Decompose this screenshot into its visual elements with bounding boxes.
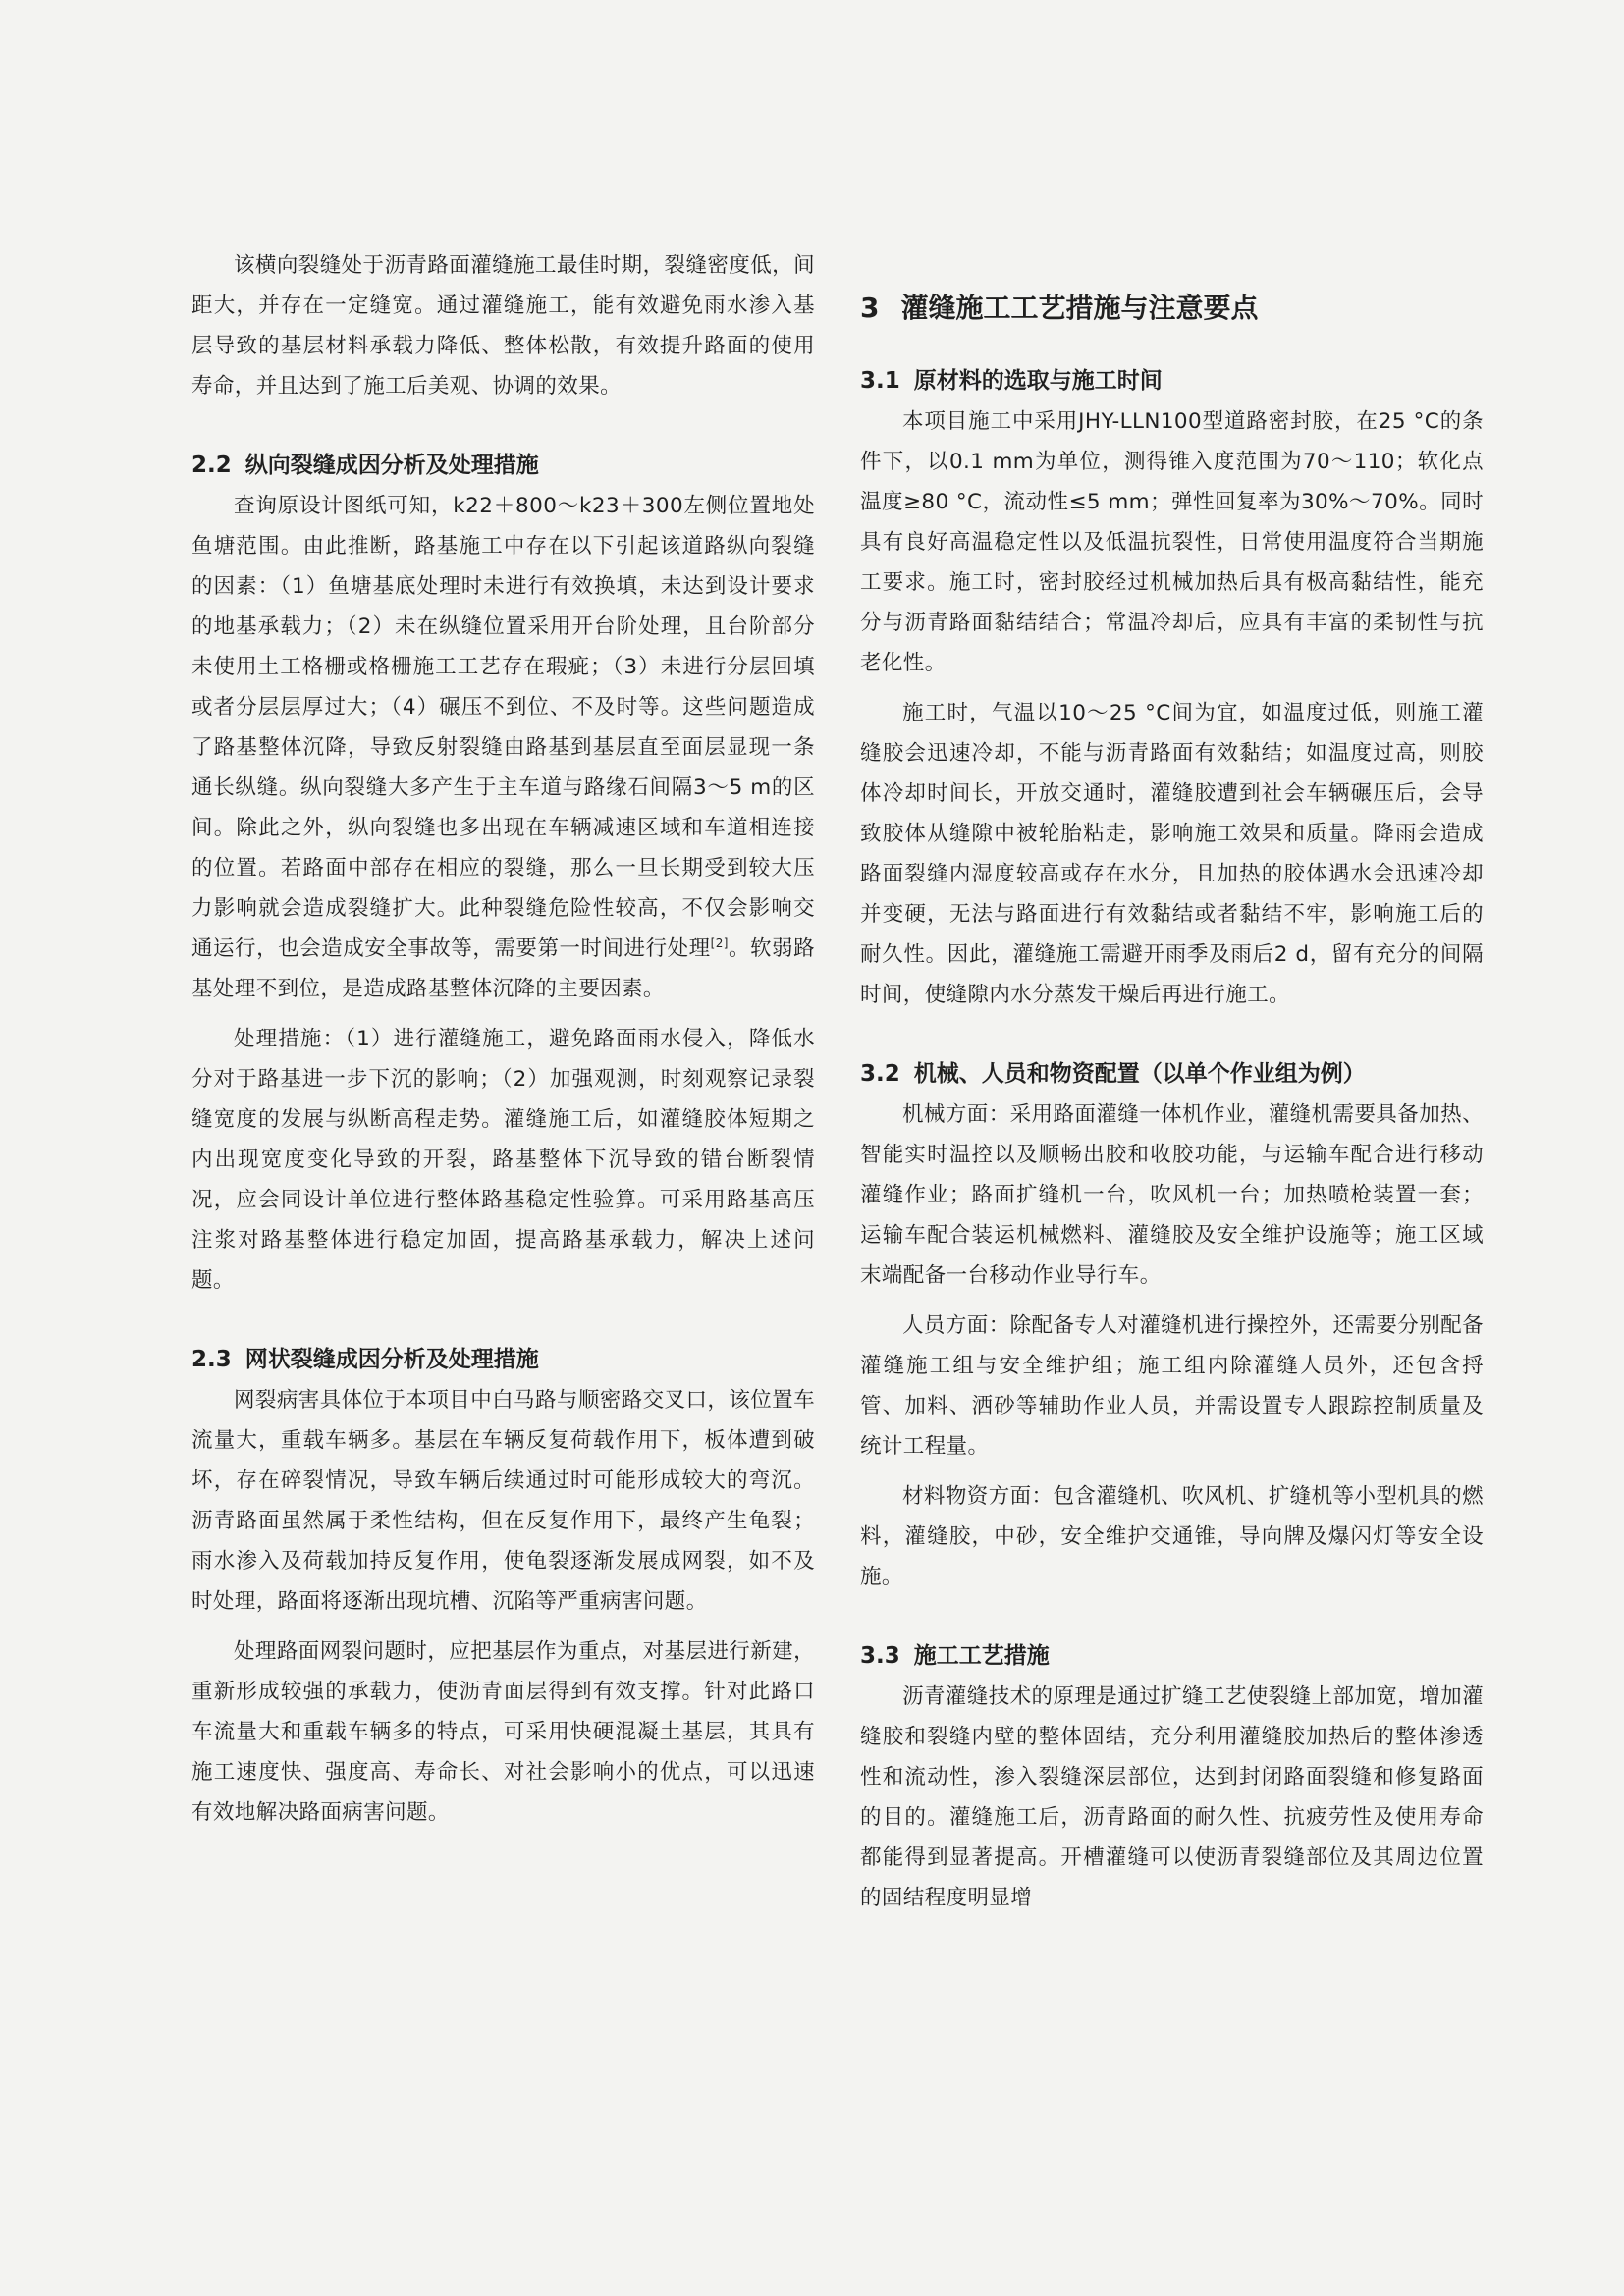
paragraph-3-1-2: 施工时，气温以10～25 °C间为宜，如温度过低，则施工灌缝胶会迅速冷却，不能与沥青路面有效黏结；如温度过高，则胶体冷却时间长，开放交通时，灌缝胶遭到社会车辆碾压后，会导致胶体从缝隙中被轮胎粘走，影响施工效果和质量。降雨会造成路面裂缝内湿度较高或存在水分，且加热的胶体遇水会迅速冷却并变硬，无法与路面进行有效黏结或者黏结不牢，影响施工后的耐久性。因此，灌缝施工需避开雨季及雨后2 d，留有充分的间隔时间，使缝隙内水分蒸发干燥后再进行施工。 (860, 701, 1484, 1007)
section-number: 3.1 (860, 368, 900, 394)
section-title: 原材料的选取与施工时间 (913, 368, 1163, 394)
paragraph-text: 。软弱路基处理不到位，是造成路基整体沉降的主要因素。 (191, 936, 815, 1001)
paragraph-2-2-2: 处理措施：（1）进行灌缝施工，避免路面雨水侵入，降低水分对于路基进一步下沉的影响；（2）加强观测，时刻观察记录裂缝宽度的发展与纵断高程走势。灌缝施工后，如灌缝胶体短期之内出现宽度变化导致的开裂，路基整体下沉导致的错台断裂情况，应会同设计单位进行整体路基稳定性验算。可采用路基高压注浆对路基整体进行稳定加固，提高路基承载力，解决上述问题。 (191, 1027, 815, 1293)
section-3-3-heading (860, 1636, 1484, 1677)
paragraph-3-2-3: 材料物资方面：包含灌缝机、吹风机、扩缝机等小型机具的燃料，灌缝胶，中砂，安全维护交通锥，导向牌及爆闪灯等安全设施。 (860, 1484, 1484, 1589)
left-column (191, 245, 815, 1833)
section-2-2-heading (191, 446, 815, 486)
section-number: 3.3 (860, 1643, 900, 1669)
section-title: 机械、人员和物资配置（以单个作业组为例） (913, 1061, 1366, 1087)
paragraph-3-1-1: 本项目施工中采用JHY-LLN100型道路密封胶，在25 °C的条件下，以0.1 mm为单位，测得锥入度范围为70～110；软化点温度≥80 °C，流动性≤5 mm；弹性回复率为30%～70%。同时具有良好高温稳定性以及低温抗裂性，日常使用温度符合当期施工要求。施工时，密封胶经过机械加热后具有极高黏结性，能充分与沥青路面黏结结合；常温冷却后，应具有丰富的柔韧性与抗老化性。 (860, 409, 1484, 675)
paragraph-2-2-1 (191, 486, 815, 1009)
paragraph-3-2-2: 人员方面：除配备专人对灌缝机进行操控外，还需要分别配备灌缝施工组与安全维护组；施工组内除灌缝人员外，还包含捋管、加料、洒砂等辅助作业人员，并需设置专人跟踪控制质量及统计工程量。 (860, 1313, 1484, 1459)
section-title: 灌缝施工工艺措施与注意要点 (900, 292, 1259, 324)
paragraph-2-3-2: 处理路面网裂问题时，应把基层作为重点，对基层进行新建，重新形成较强的承载力，使沥青面层得到有效支撑。针对此路口车流量大和重载车辆多的特点，可采用快硬混凝土基层，其具有施工速度快、强度高、寿命长、对社会影响小的优点，可以迅速有效地解决路面病害问题。 (191, 1639, 815, 1825)
paragraph-2-3-1: 网裂病害具体位于本项目中白马路与顺密路交叉口，该位置车流量大，重载车辆多。基层在车辆反复荷载作用下，板体遭到破坏，存在碎裂情况，导致车辆后续通过时可能形成较大的弯沉。沥青路面虽然属于柔性结构，但在反复作用下，最终产生龟裂；雨水渗入及荷载加持反复作用，使龟裂逐渐发展成网裂，如不及时处理，路面将逐渐出现坑槽、沉陷等严重病害问题。 (191, 1388, 815, 1614)
section-3-2-heading (860, 1054, 1484, 1095)
paragraph-3-2-1: 机械方面：采用路面灌缝一体机作业，灌缝机需要具备加热、智能实时温控以及顺畅出胶和收胶功能，与运输车配合进行移动灌缝作业；路面扩缝机一台，吹风机一台；加热喷枪装置一套；运输车配合装运机械燃料、灌缝胶及安全维护设施等；施工区域末端配备一台移动作业导行车。 (860, 1102, 1484, 1288)
paragraph-3-3-1: 沥青灌缝技术的原理是通过扩缝工艺使裂缝上部加宽，增加灌缝胶和裂缝内壁的整体固结，充分利用灌缝胶加热后的整体渗透性和流动性，渗入裂缝深层部位，达到封闭路面裂缝和修复路面的目的。灌缝施工后，沥青路面的耐久性、抗疲劳性及使用寿命都能得到显著提高。开槽灌缝可以使沥青裂缝部位及其周边位置的固结程度明显增 (860, 1684, 1484, 1910)
section-title: 施工工艺措施 (913, 1643, 1050, 1669)
right-column (860, 245, 1484, 1918)
section-3-heading (860, 288, 1484, 328)
paragraph-intro: 该横向裂缝处于沥青路面灌缝施工最佳时期，裂缝密度低，间距大，并存在一定缝宽。通过灌缝施工，能有效避免雨水渗入基层导致的基层材料承载力降低、整体松散，有效提升路面的使用寿命，并且达到了施工后美观、协调的效果。 (191, 253, 815, 399)
section-number: 2.3 (191, 1347, 232, 1372)
citation-ref[interactable]: [2] (710, 935, 729, 950)
section-title: 网状裂缝成因分析及处理措施 (244, 1347, 539, 1372)
section-number: 3 (860, 292, 880, 324)
section-title: 纵向裂缝成因分析及处理措施 (244, 453, 539, 478)
section-3-1-heading (860, 361, 1484, 401)
section-2-3-heading (191, 1340, 815, 1380)
section-number: 2.2 (191, 453, 232, 478)
section-number: 3.2 (860, 1061, 900, 1087)
paragraph-text: 查询原设计图纸可知，k22＋800～k23＋300左侧位置地处鱼塘范围。由此推断，路基施工中存在以下引起该道路纵向裂缝的因素：（1）鱼塘基底处理时未进行有效换填，未达到设计要求的地基承载力；（2）未在纵缝位置采用开台阶处理，且台阶部分未使用土工格栅或格栅施工工艺存在瑕疵；（3）未进行分层回填或者分层层厚过大；（4）碾压不到位、不及时等。这些问题造成了路基整体沉降，导致反射裂缝由路基到基层直至面层显现一条通长纵缝。纵向裂缝大多产生于主车道与路缘石间隔3～5 m的区间。除此之外，纵向裂缝也多出现在车辆减速区域和车道相连接的位置。若路面中部存在相应的裂缝，那么一旦长期受到较大压力影响就会造成裂缝扩大。此种裂缝危险性较高，不仅会影响交通运行，也会造成安全事故等，需要第一时间进行处理 (191, 494, 815, 961)
